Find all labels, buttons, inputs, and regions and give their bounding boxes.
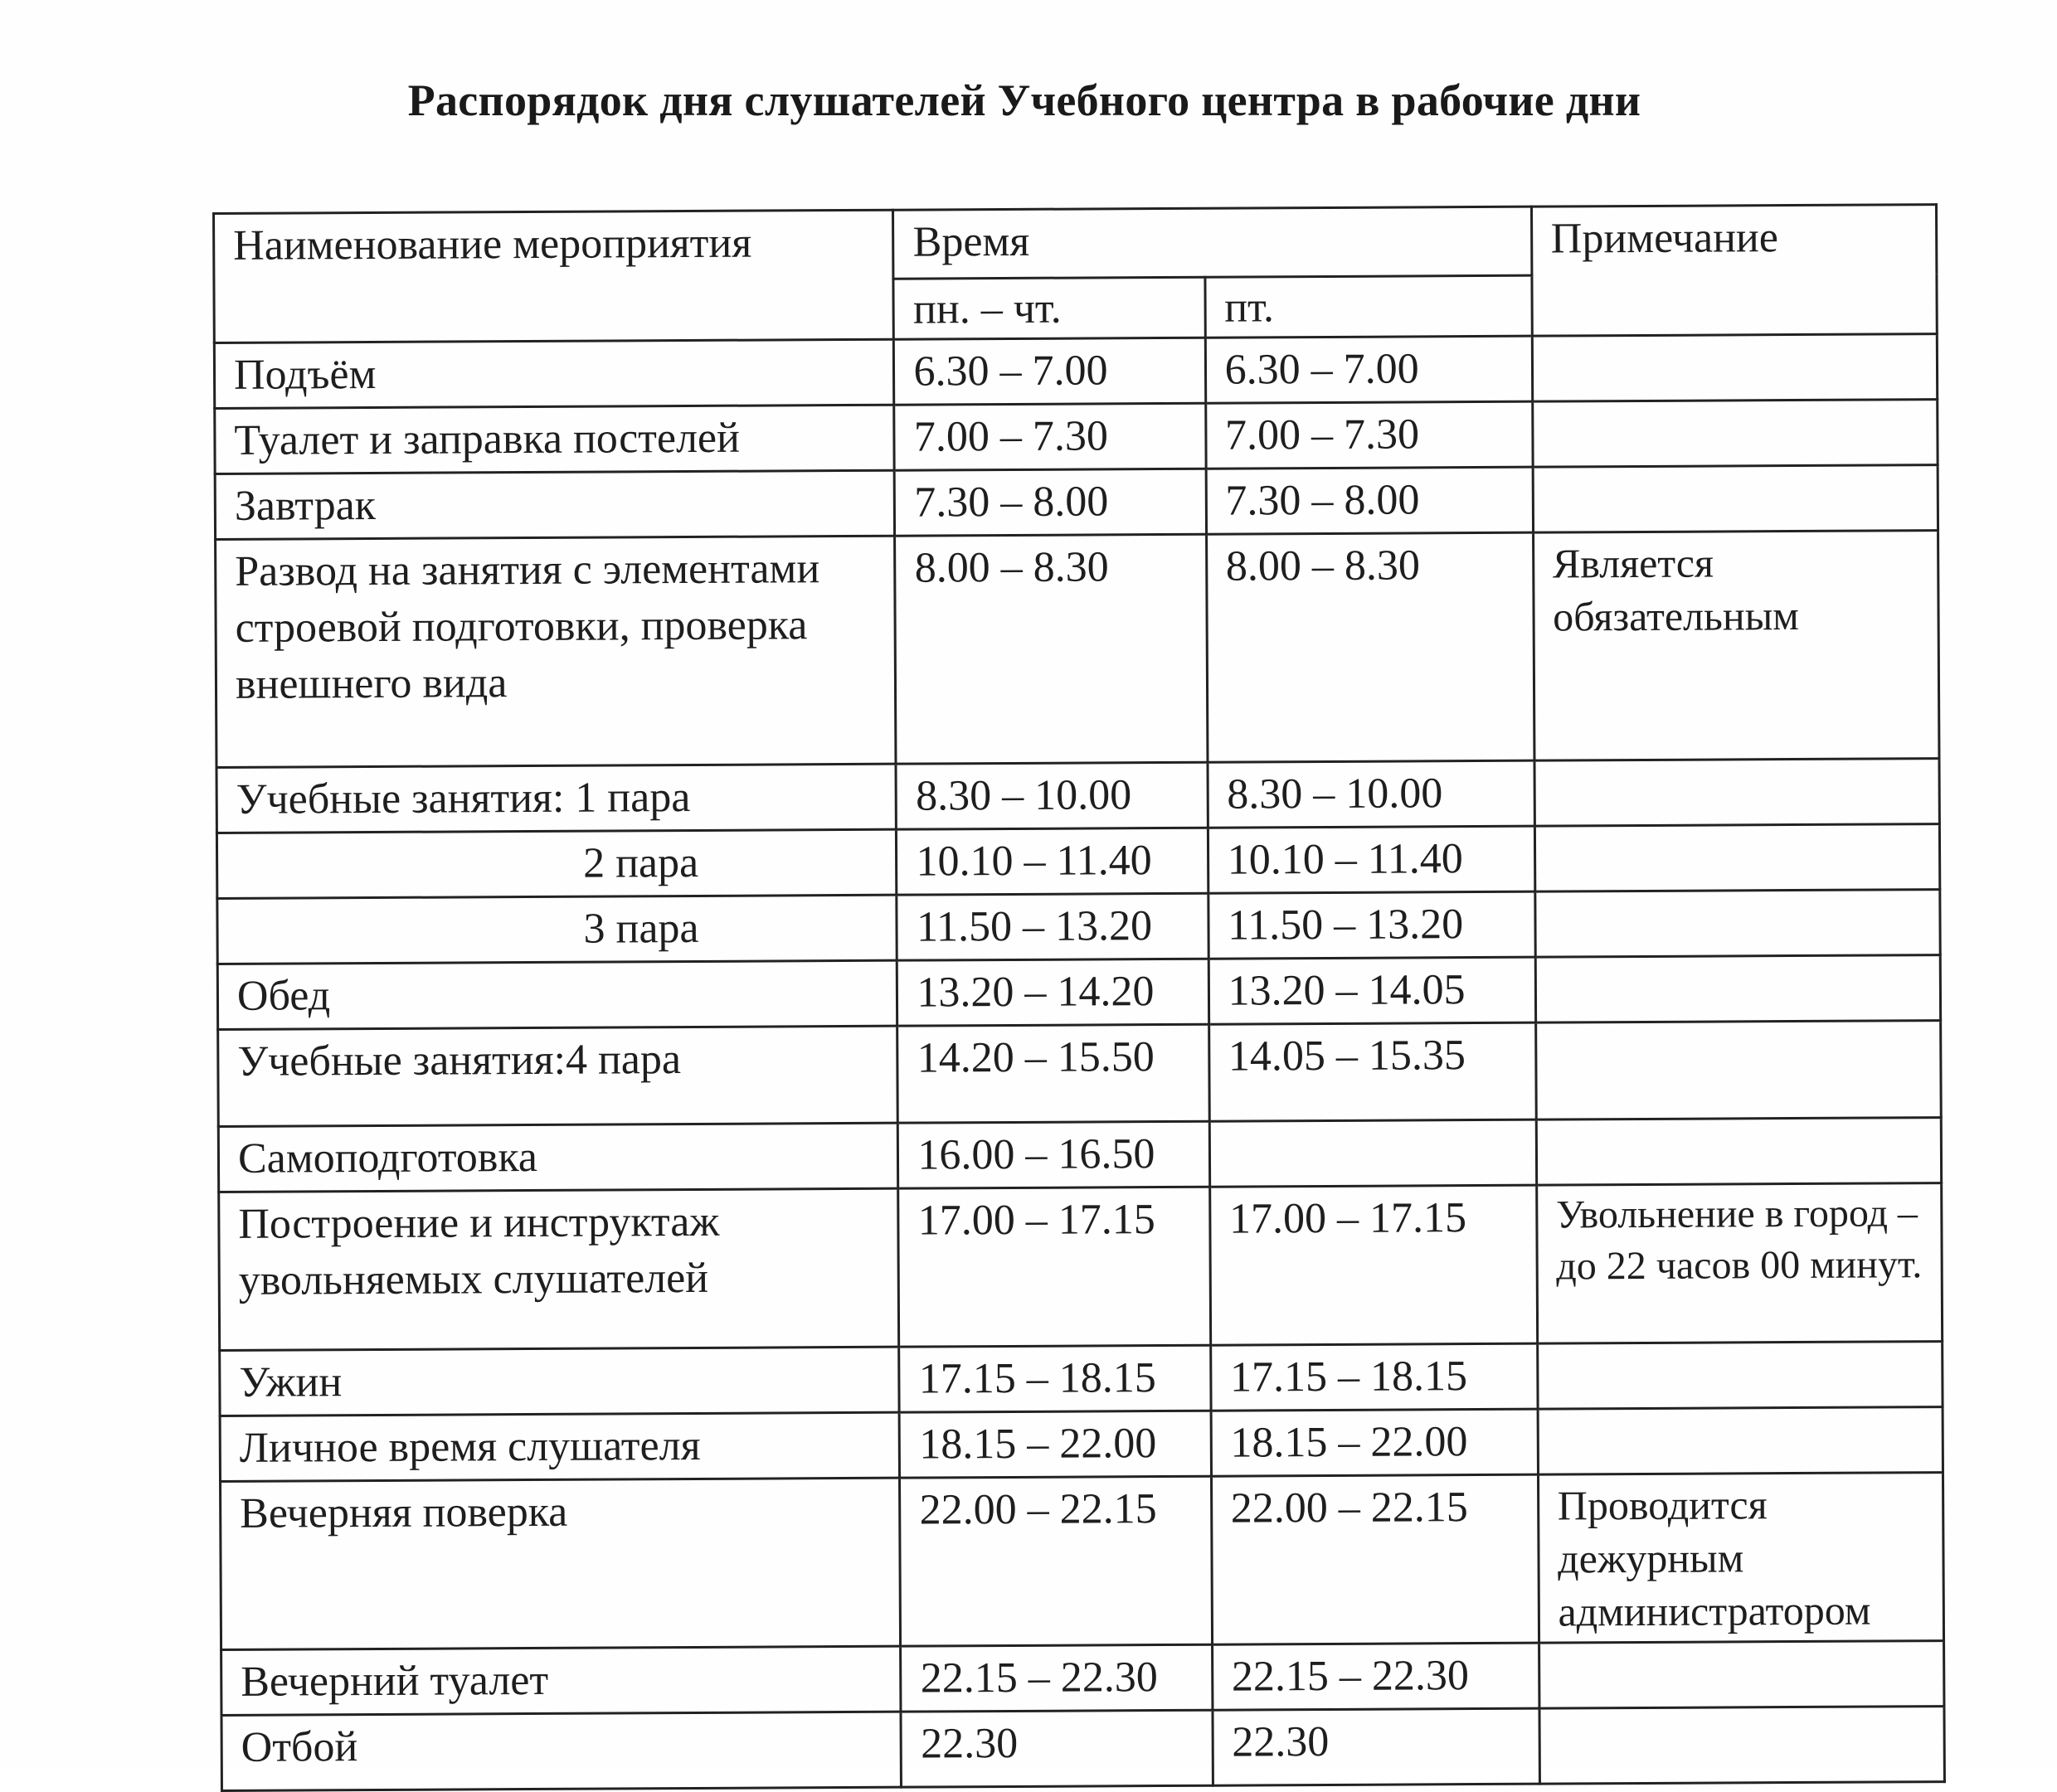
table-row [215,400,1938,474]
note-cell [1535,955,1941,1023]
header-note: Примечание [1531,205,1937,337]
mon-thu-time-cell: 8.30 – 10.00 [896,762,1208,829]
event-name-cell: Подъём [214,339,894,408]
fri-time-cell: 7.00 – 7.30 [1205,401,1532,469]
table-row [216,531,1939,768]
note-cell [1534,890,1940,958]
fri-time-cell [1209,1119,1536,1187]
event-name-cell: 2 пара [216,829,897,898]
mon-thu-time-cell: 6.30 – 7.00 [894,338,1206,405]
mon-thu-time-cell: 22.15 – 22.30 [901,1644,1213,1712]
note-cell [1535,1021,1941,1120]
document-title: Распорядок дня слушателей Учебного центра в рабочие дни [407,75,1641,125]
note-cell [1539,1707,1945,1785]
mon-thu-time-cell: 13.20 – 14.20 [897,959,1209,1026]
event-name-cell: Вечерняя поверка [221,1478,902,1649]
event-name-cell: Завтрак [215,470,895,539]
table-row [216,759,1939,833]
table-row [219,1183,1943,1351]
mon-thu-time-cell: 10.10 – 11.40 [897,828,1208,895]
mon-thu-time-cell: 11.50 – 13.20 [897,893,1208,960]
mon-thu-time-cell: 14.20 – 15.50 [897,1024,1209,1123]
mon-thu-time-cell: 17.00 – 17.15 [898,1187,1210,1347]
mon-thu-time-cell: 7.30 – 8.00 [895,469,1207,536]
table-row [218,1021,1942,1127]
fri-time-cell: 10.10 – 11.40 [1208,826,1534,893]
event-name-cell: Развод на занятия с элементами строевой подготовки, проверка внешнего вида [216,536,897,767]
schedule-table [212,203,1946,1792]
event-name-cell: Отбой [221,1712,902,1790]
table-row [216,824,1939,899]
note-cell [1532,400,1938,468]
note-cell [1534,824,1940,892]
note-cell: Увольнение в город – до 22 часов 00 минут. [1536,1183,1942,1344]
table-row [221,1707,1944,1791]
fri-time-cell: 13.20 – 14.05 [1208,957,1535,1024]
note-cell [1537,1342,1943,1410]
mon-thu-time-cell: 16.00 – 16.50 [898,1121,1210,1188]
table-row [215,465,1938,540]
mon-thu-time-cell: 17.15 – 18.15 [899,1345,1211,1412]
note-cell [1536,1118,1942,1186]
table-row [214,334,1937,409]
event-name-cell: 3 пара [217,895,897,964]
fri-time-cell: 8.00 – 8.30 [1206,532,1534,762]
header-fri: пт. [1205,275,1532,338]
table-row [221,1473,1944,1650]
note-cell: Является обязательным [1533,531,1939,761]
fri-time-cell: 17.15 – 18.15 [1210,1343,1537,1411]
fri-time-cell: 22.30 [1213,1708,1539,1785]
event-name-cell: Самоподготовка [218,1123,898,1192]
note-cell [1534,759,1940,827]
table-row [221,1641,1944,1716]
mon-thu-time-cell: 22.30 [901,1710,1213,1787]
note-cell [1538,1407,1943,1475]
header-mon-thu: пн. – чт. [893,277,1205,339]
event-name-cell: Построение и инструктаж увольняемых слушателей [219,1188,899,1350]
mon-thu-time-cell: 18.15 – 22.00 [900,1411,1212,1478]
mon-thu-time-cell: 22.00 – 22.15 [900,1476,1212,1646]
fri-time-cell: 18.15 – 22.00 [1211,1409,1538,1476]
fri-time-cell: 22.15 – 22.30 [1212,1643,1539,1710]
fri-time-cell: 6.30 – 7.00 [1205,336,1532,403]
header-time: Время [893,206,1532,279]
fri-time-cell: 17.00 – 17.15 [1209,1185,1537,1345]
header-event-name: Наименование мероприятия [214,210,894,342]
event-name-cell: Ужин [220,1347,900,1416]
note-cell [1532,334,1938,402]
table-row [220,1407,1943,1482]
table-row [217,890,1940,964]
fri-time-cell: 14.05 – 15.35 [1208,1022,1536,1121]
event-name-cell: Обед [217,960,897,1029]
event-name-cell: Личное время слушателя [220,1412,900,1481]
table-header-row [214,205,1937,283]
event-name-cell: Учебные занятия: 1 пара [216,764,897,833]
mon-thu-time-cell: 7.00 – 7.30 [894,403,1206,470]
fri-time-cell: 22.00 – 22.15 [1211,1474,1539,1644]
event-name-cell: Туалет и заправка постелей [215,405,895,473]
fri-time-cell: 8.30 – 10.00 [1208,760,1534,828]
mon-thu-time-cell: 8.00 – 8.30 [895,534,1208,764]
table-row [217,955,1940,1030]
event-name-cell: Учебные занятия:4 пара [218,1026,898,1126]
event-name-cell: Вечерний туалет [221,1646,902,1715]
fri-time-cell: 11.50 – 13.20 [1208,891,1534,959]
note-cell [1533,465,1938,533]
note-cell [1539,1641,1944,1709]
fri-time-cell: 7.30 – 8.00 [1206,467,1533,534]
table-row [220,1342,1943,1416]
note-cell: Проводится дежурным администратором [1538,1473,1943,1644]
table-row [218,1118,1941,1192]
